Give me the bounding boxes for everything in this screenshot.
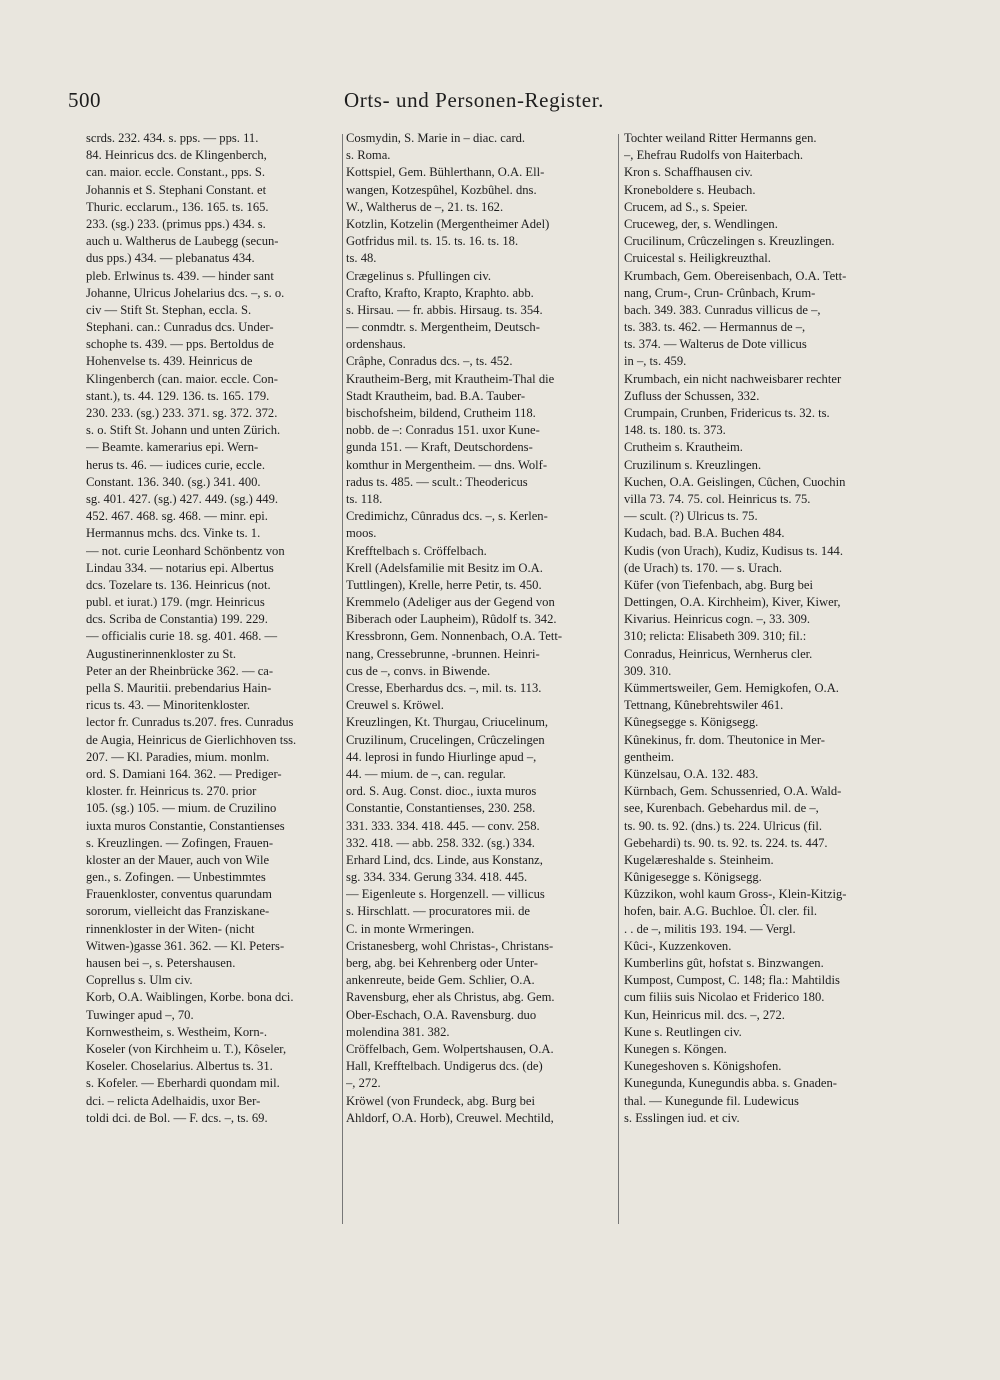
index-line: sororum, vielleicht das Franziskane- [86,904,270,919]
index-line: Crafto, Krafto, Krapto, Kraphto. abb. [346,285,534,300]
index-line: dci. – relicta Adelhaidis, uxor Ber- [86,1093,261,1108]
index-line: Zufluss der Schussen, 332. [624,388,760,403]
index-line: –, Ehefrau Rudolfs von Haiterbach. [624,148,804,163]
index-line: gunda 151. — Kraft, Deutschordens- [346,440,533,455]
index-line: ts. 118. [346,491,383,506]
index-line: Hohenvelse ts. 439. Heinricus de [86,354,253,369]
index-line: toldi dci. de Bol. — F. dcs. –, ts. 69. [86,1110,268,1125]
index-line: 44. leprosi in fundo Hiurlinge apud –, [346,749,537,764]
index-line: ts. 90. ts. 92. (dns.) ts. 224. Ulricus (fil. [624,818,822,833]
index-line: dcs. Tozelare ts. 136. Heinricus (not. [86,577,271,592]
index-line: Johannis et S. Stephani Constant. et [86,182,267,197]
index-line: Ravensburg, eher als Christus, abg. Gem. [346,990,555,1005]
column-divider [342,134,343,1224]
page-header [68,88,948,122]
index-line: s. Kofeler. — Eberhardi quondam mil. [86,1076,280,1091]
index-line: Kröwel (von Frundeck, abg. Burg bei [346,1093,535,1108]
index-line: Hermannus mchs. dcs. Vinke ts. 1. [86,526,261,541]
index-line: 233. (sg.) 233. (primus pps.) 434. s. [86,216,266,231]
index-line: Tettnang, Kûnebrehtswiler 461. [624,698,784,713]
index-line: — Eigenleute s. Horgenzell. — villicus [346,887,545,902]
index-line: Kun, Heinricus mil. dcs. –, 272. [624,1007,785,1022]
index-line: Kune s. Reutlingen civ. [624,1024,742,1039]
index-line: Credimichz, Cûnradus dcs. –, s. Kerlen- [346,509,548,524]
index-line: Augustinerinnenkloster zu St. [86,646,237,661]
index-line: in –, ts. 459. [624,354,687,369]
index-line: Kudach, bad. B.A. Buchen 484. [624,526,785,541]
index-line: Kunegeshoven s. Königshofen. [624,1059,782,1074]
index-line: pleb. Erlwinus ts. 439. — hinder sant [86,268,274,283]
index-line: can. maior. eccle. Constant., pps. S. [86,165,266,180]
index-line: . . de –, militis 193. 194. — Vergl. [624,921,796,936]
index-line: Tuwinger apud –, 70. [86,1007,194,1022]
index-line: ricus ts. 43. — Minoritenkloster. [86,698,251,713]
index-line: villa 73. 74. 75. col. Heinricus ts. 75. [624,491,811,506]
index-line: s. Hirschlatt. — procuratores mii. de [346,904,530,919]
index-line: — Beamte. kamerarius epi. Wern- [86,440,259,455]
index-line: ankenreute, beide Gem. Schlier, O.A. [346,973,535,988]
index-line: gen., s. Zofingen. — Unbestimmtes [86,870,266,885]
index-line: Crumpain, Crunben, Fridericus ts. 32. ts. [624,406,830,420]
column-divider [618,134,619,1224]
index-line: herus ts. 46. — iudices curie, eccle. [86,457,266,472]
index-column-right [624,130,894,1230]
index-line: 44. — mium. de –, can. regular. [346,766,506,781]
index-line: bach. 349. 383. Cunradus villicus de –, [624,302,821,317]
running-title: Orts- und Personen-Register. [344,88,605,112]
index-line: ts. 48. [346,251,377,266]
index-line: schophe ts. 439. — pps. Bertoldus de [86,337,274,352]
index-line: Cruceweg, der, s. Wendlingen. [624,216,778,231]
index-line: ts. 374. — Walterus de Dote villicus [624,337,807,352]
index-line: dus pps.) 434. — plebanatus 434. [86,251,255,266]
index-line: Johanne, Ulricus Johelarius dcs. –, s. o. [86,285,285,300]
index-line: 332. 418. — abb. 258. 332. (sg.) 334. [346,835,535,850]
index-line: — officialis curie 18. sg. 401. 468. — [86,629,278,644]
index-line: Gebehardi) ts. 90. ts. 92. ts. 224. ts. 447. [624,835,828,850]
index-line: Constantie, Constantienses, 230. 258. [346,801,536,816]
index-line: Creuwel s. Kröwel. [346,698,444,713]
index-line: Kumberlins gût, hofstat s. Binzwangen. [624,956,824,970]
index-line: Kreuzlingen, Kt. Thurgau, Criucelinum, [346,715,549,730]
index-line: 310; relicta: Elisabeth 309. 310; fil.: [624,629,807,644]
index-line: nang, Crum-, Crun- Crûnbach, Krum- [624,285,816,300]
index-line: komthur in Mergentheim. — dns. Wolf- [346,457,548,472]
index-line: — scult. (?) Ulricus ts. 75. [624,509,758,524]
index-line: (de Urach) ts. 170. — s. Urach. [624,560,783,575]
index-line: Kornwestheim, s. Westheim, Korn-. [86,1024,267,1039]
page-number: 500 [68,88,101,112]
index-line: C. in monte Wrmeringen. [346,921,475,936]
index-line: Kremmelo (Adeliger aus der Gegend von [346,595,555,610]
index-line: Korb, O.A. Waiblingen, Korbe. bona dci. [86,990,294,1005]
index-line: Crâphe, Conradus dcs. –, ts. 452. [346,354,513,369]
index-line: Crutheim s. Krautheim. [624,440,743,455]
index-line: bischofsheim, bildend, Crutheim 118. [346,406,536,420]
index-line: Witwen-)gasse 361. 362. — Kl. Peters- [86,938,285,953]
index-line: Kûnigesegge s. Königsegg. [624,870,762,885]
index-line: nang, Cressebrunne, -brunnen. Heinri- [346,646,540,661]
index-line: s. o. Stift St. Johann und unten Zürich. [86,423,281,438]
index-line: ord. S. Damiani 164. 362. — Prediger- [86,766,282,781]
index-line: Koseler (von Kirchheim u. T.), Kôseler, [86,1041,287,1056]
index-line: Cruicestal s. Heiligkreuzthal. [624,251,771,266]
index-line: Kotzlin, Kotzelin (Mergentheimer Adel) [346,216,550,231]
index-line: Kumpost, Cumpost, C. 148; fla.: Mahtildis [624,973,840,988]
index-column-middle [346,130,614,1230]
index-line: Coprellus s. Ulm civ. [86,973,193,988]
index-line: Krell (Adelsfamilie mit Besitz im O.A. [346,560,543,575]
index-line: Kron s. Schaffhausen civ. [624,165,753,180]
index-line: s. Hirsau. — fr. abbis. Hirsaug. ts. 354. [346,302,543,317]
index-line: 452. 467. 468. sg. 468. — minr. epi. [86,509,268,524]
index-line: sg. 334. 334. Gerung 334. 418. 445. [346,870,528,885]
index-line: iuxta muros Constantie, Constantienses [86,818,285,833]
index-line: –, 272. [346,1076,381,1091]
index-line: wangen, Kotzespûhel, Kozbûhel. dns. [346,182,537,197]
index-line: auch u. Waltherus de Laubegg (secun- [86,234,279,249]
index-line: Crucilinum, Crûczelingen s. Kreuzlingen. [624,234,835,249]
index-line: 230. 233. (sg.) 233. 371. sg. 372. 372. [86,406,278,420]
index-line: Kuchen, O.A. Geislingen, Cûchen, Cuochin [624,474,846,489]
index-line: rinnenkloster in der Witen- (nicht [86,921,255,936]
index-line: Klingenberch (can. maior. eccle. Con- [86,371,278,386]
index-line: Biberach oder Laupheim), Rûdolf ts. 342. [346,612,557,627]
index-line: Krumbach, ein nicht nachweisbarer rechter [624,371,842,386]
index-line: Tochter weiland Ritter Hermanns gen. [624,131,817,145]
index-line: — conmdtr. s. Mergentheim, Deutsch- [346,320,540,335]
index-line: 331. 333. 334. 418. 445. — conv. 258. [346,818,540,833]
index-line: civ — Stift St. Stephan, eccla. S. [86,302,252,317]
index-line: s. Kreuzlingen. — Zofingen, Frauen- [86,835,274,850]
index-line: Krumbach, Gem. Obereisenbach, O.A. Tett- [624,268,847,283]
index-line: radus ts. 485. — scult.: Theodericus [346,474,528,489]
index-line: W., Waltherus de –, 21. ts. 162. [346,199,504,214]
index-line: thal. — Kunegunde fil. Ludewicus [624,1093,799,1108]
index-line: Cresse, Eberhardus dcs. –, mil. ts. 113. [346,681,542,695]
index-line: publ. et iurat.) 179. (mgr. Heinricus [86,595,265,610]
index-line: Kûci-, Kuzzenkoven. [624,938,732,953]
index-line: ts. 383. ts. 462. — Hermannus de –, [624,320,806,335]
index-line: molendina 381. 382. [346,1024,450,1039]
index-line: Kressbronn, Gem. Nonnenbach, O.A. Tett- [346,629,563,644]
index-line: Kûzzikon, wohl kaum Gross-, Klein-Kitzig- [624,887,847,902]
index-line: Hall, Krefftelbach. Undigerus dcs. (de) [346,1059,543,1074]
index-line: 84. Heinricus dcs. de Klingenberch, [86,148,267,163]
index-line: Gotfridus mil. ts. 15. ts. 16. ts. 18. [346,234,519,249]
index-column-left [86,130,338,1230]
index-line: Küfer (von Tiefenbach, abg. Burg bei [624,577,813,592]
index-line: berg, abg. bei Kehrenberg oder Unter- [346,956,538,970]
index-line: Lindau 334. — notarius epi. Albertus [86,560,274,575]
index-line: scrds. 232. 434. s. pps. — pps. 11. [86,131,259,145]
index-line: Stephani. can.: Cunradus dcs. Under- [86,320,274,335]
index-line: Erhard Lind, dcs. Linde, aus Konstanz, [346,852,543,867]
index-line: Kunegen s. Köngen. [624,1041,727,1056]
index-line: Krefftelbach s. Cröffelbach. [346,543,487,558]
index-line: Kroneboldere s. Heubach. [624,182,756,197]
index-line: ordenshaus. [346,337,406,352]
index-line: Peter an der Rheinbrücke 362. — ca- [86,663,274,678]
index-line: kloster an der Mauer, auch von Wile [86,852,270,867]
index-line: Ober-Eschach, O.A. Ravensburg. duo [346,1007,537,1022]
index-line: hofen, bair. A.G. Buchloe. Ûl. cler. fil. [624,904,818,919]
index-line: sg. 401. 427. (sg.) 427. 449. (sg.) 449. [86,491,279,506]
index-line: Thuric. ecclarum., 136. 165. ts. 165. [86,199,269,214]
index-line: dcs. Scriba de Constantia) 199. 229. [86,612,268,627]
index-line: 148. ts. 180. ts. 373. [624,423,726,438]
index-line: Cruzilinum, Crucelingen, Crûczelingen [346,732,545,747]
index-line: Kûnegsegge s. Königsegg. [624,715,759,730]
index-line: Cristanesberg, wohl Christas-, Christans- [346,938,554,953]
index-line: Cosmydin, S. Marie in – diac. card. [346,131,526,145]
index-line: Dettingen, O.A. Kirchheim), Kiver, Kiwer, [624,595,841,610]
index-line: hausen bei –, s. Petershausen. [86,956,236,970]
index-line: Conradus, Heinricus, Wernherus cler. [624,646,813,661]
index-line: gentheim. [624,749,675,764]
index-line: s. Esslingen iud. et civ. [624,1110,740,1125]
index-line: Kunegunda, Kunegundis abba. s. Gnaden- [624,1076,837,1091]
index-line: Frauenkloster, conventus quarundam [86,887,272,902]
index-line: kloster. fr. Heinricus ts. 270. prior [86,784,257,799]
index-line: s. Roma. [346,148,391,163]
index-line: Kürnbach, Gem. Schussenried, O.A. Wald- [624,784,842,799]
index-line: pella S. Mauritii. prebendarius Hain- [86,681,272,695]
index-line: Kottspiel, Gem. Bühlerthann, O.A. Ell- [346,165,545,180]
index-line: Ahldorf, O.A. Horb), Creuwel. Mechtild, [346,1110,554,1125]
index-line: Koseler. Choselarius. Albertus ts. 31. [86,1059,273,1074]
index-line: cus de –, convs. in Biwende. [346,663,491,678]
index-line: Stadt Krautheim, bad. B.A. Tauber- [346,388,526,403]
index-line: Krautheim-Berg, mit Krautheim-Thal die [346,371,555,386]
index-line: stant.), ts. 44. 129. 136. ts. 165. 179. [86,388,270,403]
index-line: de Augia, Heinricus de Gierlichhoven tss. [86,732,297,747]
index-line: moos. [346,526,377,541]
index-line: nobb. de –: Conradus 151. uxor Kune- [346,423,540,438]
index-line: Kûnekinus, fr. dom. Theutonice in Mer- [624,732,825,747]
index-line: lector fr. Cunradus ts.207. fres. Cunradus [86,715,294,730]
index-line: Cruzilinum s. Kreuzlingen. [624,457,762,472]
index-line: see, Kurenbach. Gebehardus mil. de –, [624,801,819,816]
index-line: 207. — Kl. Paradies, mium. monlm. [86,749,270,764]
index-line: Tuttlingen), Krelle, herre Petir, ts. 450. [346,577,542,592]
index-line: cum filiis suis Nicolao et Friderico 180. [624,990,825,1005]
index-line: Künzelsau, O.A. 132. 483. [624,766,759,781]
index-line: Crucem, ad S., s. Speier. [624,199,748,214]
index-line: Kivarius. Heinricus cogn. –, 33. 309. [624,612,811,627]
index-line: Kudis (von Urach), Kudiz, Kudisus ts. 144. [624,543,843,558]
index-line: Constant. 136. 340. (sg.) 341. 400. [86,474,261,489]
index-line: Kugelæreshalde s. Steinheim. [624,852,774,867]
index-line: — not. curie Leonhard Schönbentz von [86,543,285,558]
index-line: Cröffelbach, Gem. Wolpertshausen, O.A. [346,1041,554,1056]
index-line: 309. 310. [624,663,672,678]
index-line: 105. (sg.) 105. — mium. de Cruzilino [86,801,277,816]
index-line: Crægelinus s. Pfullingen civ. [346,268,492,283]
index-line: ord. S. Aug. Const. dioc., iuxta muros [346,784,537,799]
index-line: Kümmertsweiler, Gem. Hemigkofen, O.A. [624,681,839,695]
